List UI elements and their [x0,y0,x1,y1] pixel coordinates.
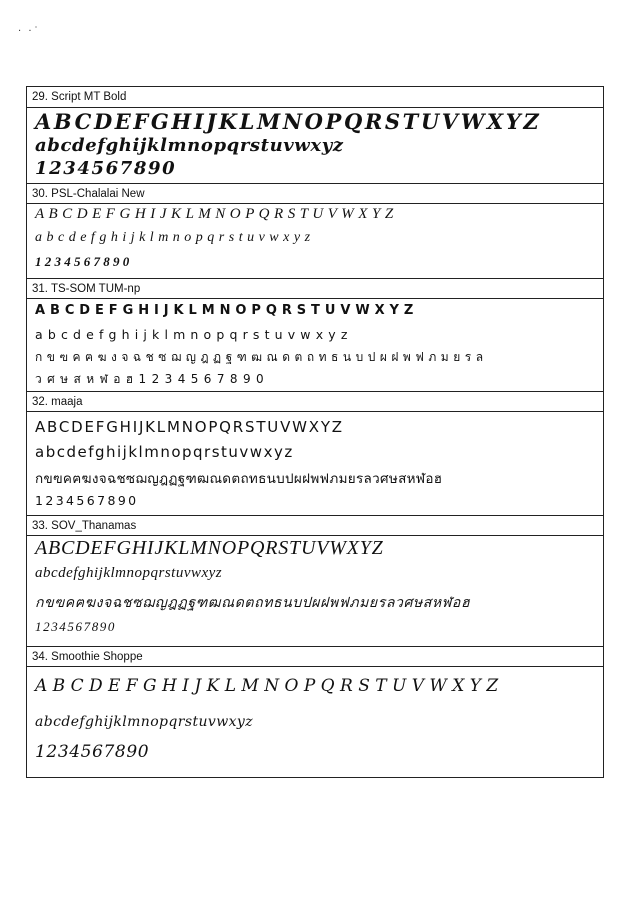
lowercase-sample: abcdefghijklmnopqrstuvwxyz [35,443,294,461]
digits-sample: 1234567890 [35,158,177,179]
digits-sample: 1234567890 [35,493,139,508]
font-block-33 [27,515,603,646]
font-name-label: 34. Smoothie Shoppe [27,646,603,667]
font-block-31 [27,278,603,391]
uppercase-sample: A B C D E F G H I J K L M N O P Q R S T U V W X Y Z [35,206,394,222]
digits-sample: 1 2 3 4 5 6 7 8 9 0 [35,254,130,269]
uppercase-sample: A B C D E F G H I J K L M N O P Q R S T U V W X Y Z [35,303,414,318]
lowercase-sample: abcdefghijklmnopqrstuvwxyz [35,565,223,581]
uppercase-sample: ABCDEFGHIJKLMNOPQRSTUVWXYZ [35,537,384,559]
font-name-label: 30. PSL-Chalalai New [27,183,603,204]
uppercase-sample: ABCDEFGHIJKLMNOPQRSTUVWXYZ [35,109,542,134]
thai-digits-sample: ว ศ ษ ส ห ฬ อ ฮ 1 2 3 4 5 6 7 8 9 0 [35,372,265,386]
font-block-30 [27,183,603,278]
lowercase-sample: a b c d e f g h i j k l m n o p q r s t u v w x y z [35,230,311,245]
font-block-29 [27,87,603,183]
font-specimen-table [26,86,604,778]
digits-sample: 1234567890 [35,742,150,762]
font-block-34 [27,646,603,777]
font-name-label: 33. SOV_Thanamas [27,515,603,536]
thai-consonants-sample: กขฃคฅฆงจฉชซฌญฎฏฐฑฒณดตถทธนบปผฝพฟภมยรลวศษสหฬอฮ [35,596,471,611]
font-block-32 [27,391,603,515]
uppercase-sample: A B C D E F G H I J K L M N O P Q R S T U V W X Y Z [35,676,499,696]
scan-specks: · ·˙ [18,26,41,37]
lowercase-sample: a b c d e f g h i j k l m n o p q r s t u v w x y z [35,327,349,342]
uppercase-sample: ABCDEFGHIJKLMNOPQRSTUVWXYZ [35,418,344,436]
lowercase-sample: abcdefghijklmnopqrstuvwxyz [35,714,253,730]
thai-consonants-sample: กขฃคฅฆงจฉชซฌญฎฏฐฑฒณดตถทธนบปผฝพฟภมยรลวศษสหฬอฮ [35,471,443,487]
lowercase-sample: abcdefghijklmnopqrstuvwxyz [35,135,344,156]
digits-sample: 1234567890 [35,619,116,634]
font-name-label: 29. Script MT Bold [27,87,603,108]
font-name-label: 31. TS-SOM TUM-np [27,278,603,299]
font-name-label: 32. maaja [27,391,603,412]
thai-consonants-sample: ก ข ฃ ค ฅ ฆ ง จ ฉ ช ซ ฌ ญ ฎ ฏ ฐ ฑ ฒ ณ ด ต ถ ท ธ น บ ป ผ ฝ พ ฟ ภ ม ย ร ล [35,350,484,364]
